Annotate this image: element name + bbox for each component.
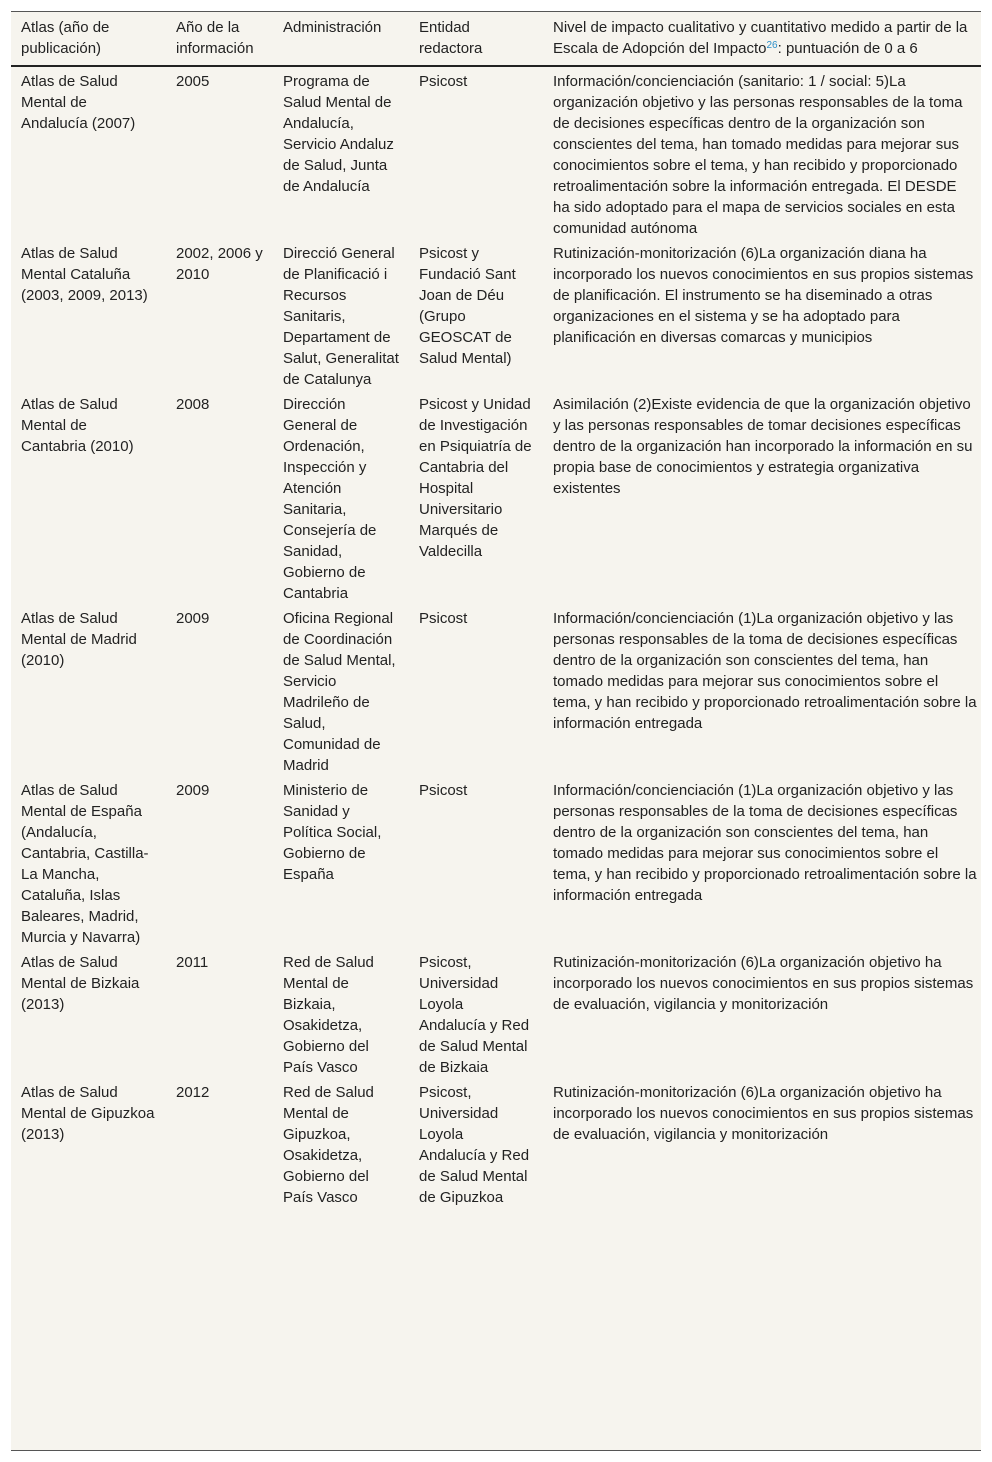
cell-atlas: Atlas de Salud Mental de Madrid (2010) <box>21 610 137 669</box>
header-entity: Entidad redactora <box>409 12 543 66</box>
cell-administration: Programa de Salud Mental de Andalucía, Servicio Andaluz de Salud, Junta de Andalucía <box>283 73 394 195</box>
table-header-row <box>11 12 981 66</box>
cell-year: 2012 <box>176 1084 210 1101</box>
cell-entity: Psicost, Universidad Loyola Andalucía y Red de Salud Mental de Bizkaia <box>419 954 530 1076</box>
header-impact-reference-link[interactable]: 26 <box>766 40 778 51</box>
cell-year: 2005 <box>176 73 210 90</box>
cell-impact: Información/concienciación (sanitario: 1 / social: 5)La organización objetivo y las personas responsables de la toma de decisiones específicas dentro de la organización son conscientes del tema, han tomado medidas para mejorar sus conocimientos sobre el tema, y han recibido y proporcionado retroalimentación sobre la información entregada. El DESDE ha sido adoptado para el mapa de servicios sociales en esta comunidad autónoma <box>553 73 963 237</box>
cell-atlas: Atlas de Salud Mental de Gipuzkoa (2013) <box>21 1084 155 1143</box>
header-atlas: Atlas (año de publicación) <box>11 12 166 66</box>
table-row <box>11 390 981 604</box>
cell-impact: Rutinización-monitorización (6)La organización objetivo ha incorporado los nuevos conocimientos en sus propios sistemas de evaluación, vigilancia y monitorización <box>553 1084 974 1143</box>
cell-administration: Dirección General de Ordenación, Inspección y Atención Sanitaria, Consejería de Sanidad, Gobierno de Cantabria <box>283 396 377 602</box>
header-impact <box>543 12 981 66</box>
cell-year: 2011 <box>176 954 209 971</box>
cell-impact: Rutinización-monitorización (6)La organización objetivo ha incorporado los nuevos conocimientos en sus propios sistemas de evaluación, vigilancia y monitorización <box>553 954 974 1013</box>
table-row <box>11 66 981 239</box>
cell-year: 2009 <box>176 610 210 627</box>
cell-administration: Red de Salud Mental de Bizkaia, Osakidetza, Gobierno del País Vasco <box>283 954 374 1076</box>
table-row <box>11 239 981 390</box>
cell-impact: Información/concienciación (1)La organización objetivo y las personas responsables de la toma de decisiones específicas dentro de la organización son conscientes del tema, han tomado medidas para mejorar sus conocimientos sobre el tema, y han recibido y proporcionado retroalimentación sobre la información entregada <box>553 782 977 904</box>
atlas-table <box>11 12 981 1208</box>
cell-impact: Asimilación (2)Existe evidencia de que la organización objetivo y las personas responsables de tomar decisiones específicas dentro de la organización han incorporado la información en su propia base de conocimientos y estrategia organizativa existentes <box>553 396 973 497</box>
table-row <box>11 948 981 1078</box>
cell-administration: Oficina Regional de Coordinación de Salud Mental, Servicio Madrileño de Salud, Comunidad de Madrid <box>283 610 396 774</box>
cell-entity: Psicost y Unidad de Investigación en Psiquiatría de Cantabria del Hospital Universitario Marqués de Valdecilla <box>419 396 532 560</box>
table-row <box>11 1078 981 1208</box>
cell-entity: Psicost, Universidad Loyola Andalucía y Red de Salud Mental de Gipuzkoa <box>419 1084 530 1206</box>
cell-entity: Psicost y Fundació Sant Joan de Déu (Grupo GEOSCAT de Salud Mental) <box>419 245 516 367</box>
cell-year: 2002, 2006 y 2010 <box>176 245 263 283</box>
cell-atlas: Atlas de Salud Mental de España (Andalucía, Cantabria, Castilla-La Mancha, Cataluña, Islas Baleares, Madrid, Murcia y Navarra) <box>21 782 149 946</box>
cell-administration: Ministerio de Sanidad y Política Social, Gobierno de España <box>283 782 382 883</box>
header-year: Año de la información <box>166 12 273 66</box>
table-row <box>11 776 981 948</box>
header-impact-text-end: : puntuación de 0 a 6 <box>777 40 918 57</box>
table-row <box>11 604 981 776</box>
header-administration: Administración <box>273 12 409 66</box>
cell-impact: Información/concienciación (1)La organización objetivo y las personas responsables de la toma de decisiones específicas dentro de la organización son conscientes del tema, han tomado medidas para mejorar sus conocimientos sobre el tema, y han recibido y proporcionado retroalimentación sobre la información entregada <box>553 610 977 732</box>
cell-impact: Rutinización-monitorización (6)La organización diana ha incorporado los nuevos conocimientos en sus propios sistemas de planificación. El instrumento se ha diseminado a otras organizaciones en el sistema y se ha adoptado para planificación en diversas comarcas y municipios <box>553 245 974 346</box>
cell-entity: Psicost <box>419 782 468 799</box>
cell-year: 2009 <box>176 782 210 799</box>
atlas-table-container <box>11 11 981 1451</box>
cell-administration: Red de Salud Mental de Gipuzkoa, Osakidetza, Gobierno del País Vasco <box>283 1084 374 1206</box>
cell-atlas: Atlas de Salud Mental Cataluña (2003, 2009, 2013) <box>21 245 148 304</box>
cell-administration: Direcció General de Planificació i Recursos Sanitaris, Departament de Salut, Generalitat de Catalunya <box>283 245 399 388</box>
cell-entity: Psicost <box>419 73 468 90</box>
cell-atlas: Atlas de Salud Mental de Cantabria (2010) <box>21 396 134 455</box>
cell-entity: Psicost <box>419 610 468 627</box>
cell-year: 2008 <box>176 396 210 413</box>
cell-atlas: Atlas de Salud Mental de Bizkaia (2013) <box>21 954 140 1013</box>
header-impact-text: Nivel de impacto cualitativo y cuantitativo medido a partir de la Escala de Adopción del Impacto <box>553 19 968 57</box>
cell-atlas: Atlas de Salud Mental de Andalucía (2007) <box>21 73 136 132</box>
